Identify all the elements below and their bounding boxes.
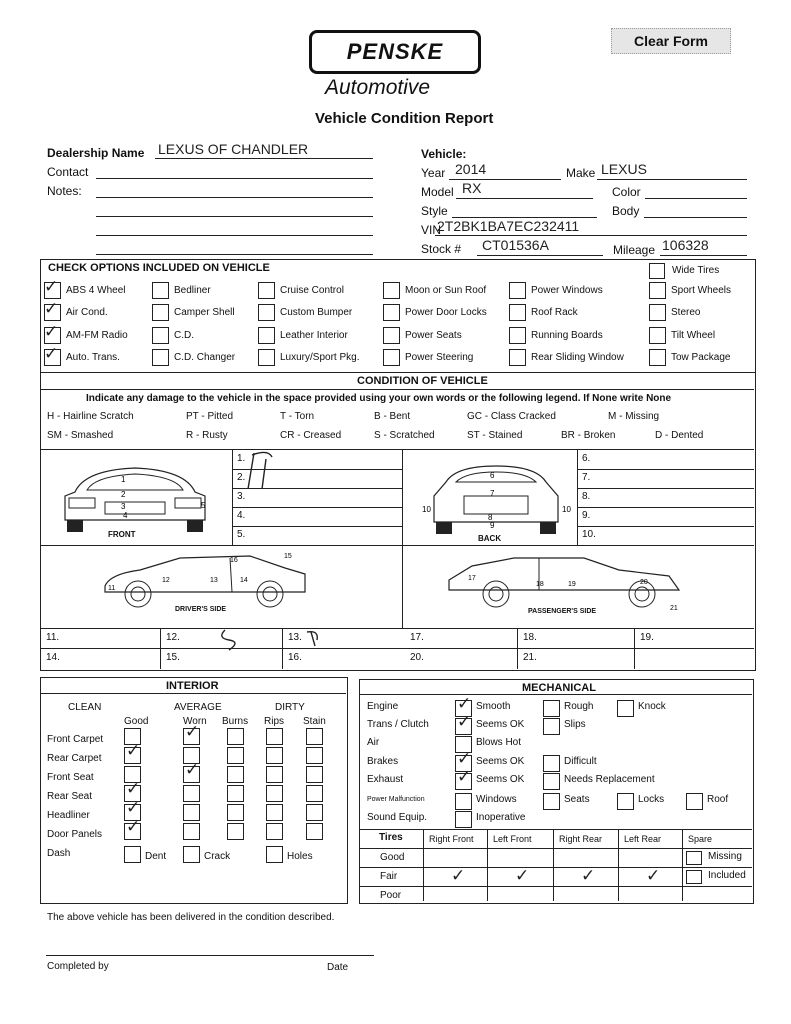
mech-row-sound-equip: Sound Equip.: [367, 812, 428, 823]
svg-text:10: 10: [562, 505, 571, 514]
option-am-fm-radio: AM-FM Radio: [66, 330, 128, 341]
interior-col-worn: Worn: [183, 716, 207, 727]
legend-item: H - Hairline Scratch: [47, 411, 134, 422]
spare-option-included: Included: [708, 870, 746, 881]
option-running-boards: Running Boards: [531, 330, 603, 341]
dash-checkbox-crack[interactable]: [183, 846, 200, 863]
option-luxury-sport-pkg: Luxury/Sport Pkg.: [280, 352, 360, 363]
mech-option-seems-ok: Seems OK: [476, 719, 525, 730]
interior-checkbox[interactable]: [227, 747, 244, 764]
dash-option-crack: Crack: [204, 851, 231, 862]
stock-label: Stock #: [421, 242, 462, 256]
checkbox-power-door-locks[interactable]: [383, 304, 400, 321]
page-title: Vehicle Condition Report: [315, 110, 494, 127]
mech-option-knock: Knock: [638, 701, 666, 712]
mech-row-engine: Engine: [367, 701, 399, 712]
damage-cell-label: 15.: [166, 652, 180, 663]
mech-option-slips: Slips: [564, 719, 586, 730]
color-label: Color: [612, 185, 641, 199]
vin-value[interactable]: 2T2BK1BA7EC232411: [437, 218, 580, 234]
option-sport-wheels: Sport Wheels: [671, 285, 732, 296]
mech-option-smooth: Smooth: [476, 701, 511, 712]
checkbox-moon-or-sun-roof[interactable]: [383, 282, 400, 299]
mech-checkbox-difficult[interactable]: [543, 755, 560, 772]
checkbox-tow-package[interactable]: [649, 349, 666, 366]
svg-text:15: 15: [284, 553, 292, 560]
svg-text:12: 12: [162, 577, 170, 584]
svg-text:13: 13: [210, 577, 218, 584]
mech-checkbox-slips[interactable]: [543, 718, 560, 735]
model-label: Model: [421, 185, 454, 199]
tire-col-right-front: Right Front: [429, 834, 474, 844]
legend-item: M - Missing: [608, 411, 660, 422]
interior-checkbox[interactable]: [266, 823, 283, 840]
checkbox-power-windows[interactable]: [509, 282, 526, 299]
checkbox-luxury-sport-pkg[interactable]: [258, 349, 275, 366]
legend-item: R - Rusty: [186, 430, 228, 441]
option-leather-interior: Leather Interior: [280, 330, 348, 341]
interior-checkbox[interactable]: [183, 785, 200, 802]
option-stereo: Stereo: [671, 307, 701, 318]
completed-by-line[interactable]: [46, 955, 374, 956]
damage-line[interactable]: [577, 488, 754, 489]
svg-text:14: 14: [240, 577, 248, 584]
legend-item: CR - Creased: [280, 430, 342, 441]
mech-option-rough: Rough: [564, 701, 594, 712]
check-mark-icon: ✓: [451, 866, 466, 885]
penske-logo: [309, 30, 481, 74]
body-label: Body: [612, 204, 640, 218]
svg-text:6: 6: [490, 471, 495, 480]
check-mark-icon: ✓: [457, 749, 472, 768]
car-back-diagram: [416, 462, 576, 540]
legend-item: BR - Broken: [561, 430, 616, 441]
check-mark-icon: ✓: [515, 866, 530, 885]
interior-checkbox[interactable]: [183, 823, 200, 840]
option-roof-rack: Roof Rack: [531, 307, 578, 318]
damage-line-label: 6.: [582, 453, 591, 464]
notes-label: Notes:: [47, 184, 82, 198]
damage-line-label: 8.: [582, 491, 591, 502]
check-mark-icon: ✓: [44, 344, 59, 363]
option-power-steering: Power Steering: [405, 352, 474, 363]
logo-subtext: Automotive: [325, 76, 431, 99]
logo-text: PENSKE: [346, 39, 444, 64]
clear-form-button[interactable]: [611, 28, 731, 54]
damage-line-label: 2.: [237, 472, 246, 483]
check-mark-icon: ✓: [185, 722, 200, 741]
check-mark-icon: ✓: [457, 767, 472, 786]
damage-cell-label: 20.: [410, 652, 424, 663]
mech-option-blows-hot: Blows Hot: [476, 737, 522, 748]
mech-checkbox-needs-replacement[interactable]: [543, 773, 560, 790]
notes-line-1[interactable]: [96, 197, 373, 198]
mech-option-windows: Windows: [476, 794, 517, 805]
damage-cell-label: 12.: [166, 632, 180, 643]
mileage-value[interactable]: 106328: [662, 237, 709, 253]
interior-checkbox[interactable]: [266, 747, 283, 764]
notes-line-4[interactable]: [96, 254, 373, 255]
mech-checkbox-knock[interactable]: [617, 700, 634, 717]
tire-col-left-rear: Left Rear: [624, 834, 662, 844]
interior-checkbox[interactable]: [266, 766, 283, 783]
damage-cell-label: 19.: [640, 632, 654, 643]
svg-text:16: 16: [230, 557, 238, 564]
tires-heading: Tires: [379, 832, 403, 843]
mech-option-seems-ok: Seems OK: [476, 756, 525, 767]
interior-checkbox[interactable]: [266, 785, 283, 802]
interior-checkbox[interactable]: [227, 823, 244, 840]
interior-col-good: Good: [124, 716, 149, 727]
interior-clean: CLEAN: [68, 702, 102, 713]
checkbox-c-d[interactable]: [152, 327, 169, 344]
checkbox-tilt-wheel[interactable]: [649, 327, 666, 344]
interior-checkbox[interactable]: [306, 804, 323, 821]
svg-text:8: 8: [488, 513, 493, 522]
spare-checkbox-missing[interactable]: [686, 851, 702, 865]
svg-text:21: 21: [670, 605, 678, 612]
interior-row-dash: Dash: [47, 848, 71, 859]
style-label: Style: [421, 204, 448, 218]
svg-text:20: 20: [640, 579, 648, 586]
tire-col-right-rear: Right Rear: [559, 834, 603, 844]
contact-field[interactable]: [96, 178, 373, 179]
mech-checkbox-inoperative[interactable]: [455, 811, 472, 828]
damage-line[interactable]: [232, 507, 402, 508]
option-air-cond: Air Cond.: [66, 307, 108, 318]
notes-line-2[interactable]: [96, 216, 373, 217]
interior-checkbox[interactable]: [306, 728, 323, 745]
interior-row-rear-seat: Rear Seat: [47, 791, 93, 802]
body-field[interactable]: [644, 217, 747, 218]
svg-text:18: 18: [536, 581, 544, 588]
interior-col-stain: Stain: [303, 716, 326, 727]
damage-line[interactable]: [232, 526, 402, 527]
svg-text:3: 3: [121, 502, 126, 511]
color-field[interactable]: [645, 198, 747, 199]
interior-checkbox[interactable]: [266, 728, 283, 745]
interior-average: AVERAGE: [174, 702, 222, 713]
mech-checkbox-windows[interactable]: [455, 793, 472, 810]
damage-line[interactable]: [577, 526, 754, 527]
mech-checkbox-rough[interactable]: [543, 700, 560, 717]
interior-checkbox[interactable]: [227, 804, 244, 821]
damage-cell-label: 13.: [288, 632, 302, 643]
dash-checkbox-holes[interactable]: [266, 846, 283, 863]
checkbox-power-seats[interactable]: [383, 327, 400, 344]
dealership-name-label: Dealership Name: [47, 146, 145, 160]
handwritten-marks: [238, 445, 288, 505]
mech-row-power-malfunction: Power Malfunction: [367, 796, 425, 803]
check-mark-icon: ✓: [185, 760, 200, 779]
tire-row-good: Good: [380, 852, 405, 863]
mech-checkbox-roof[interactable]: [686, 793, 703, 810]
option-power-windows: Power Windows: [531, 285, 603, 296]
option-power-seats: Power Seats: [405, 330, 462, 341]
check-mark-icon: ✓: [581, 866, 596, 885]
dash-option-holes: Holes: [287, 851, 313, 862]
date-label: Date: [327, 962, 349, 973]
stock-value[interactable]: CT01536A: [482, 237, 549, 253]
damage-cell-label: 11.: [46, 632, 60, 643]
option-tow-package: Tow Package: [671, 352, 731, 363]
interior-checkbox[interactable]: [227, 766, 244, 783]
mech-row-air: Air: [367, 737, 380, 748]
checkbox-roof-rack[interactable]: [509, 304, 526, 321]
car-passengers-side-diagram: [444, 554, 684, 614]
condition-heading: CONDITION OF VEHICLE: [357, 375, 488, 387]
legend-item: T - Torn: [280, 411, 315, 422]
interior-row-rear-carpet: Rear Carpet: [47, 753, 102, 764]
condition-instruction: Indicate any damage to the vehicle in the space provided using your own words or the following legend. If None write None: [86, 393, 672, 404]
svg-text:9: 9: [490, 521, 495, 530]
make-label: Make: [566, 166, 596, 180]
damage-cell-label: 14.: [46, 652, 60, 663]
mech-row-trans-clutch: Trans / Clutch: [367, 719, 429, 730]
check-mark-icon: ✓: [126, 741, 141, 760]
damage-cell-label: 21.: [523, 652, 537, 663]
check-mark-icon: ✓: [646, 866, 661, 885]
year-label: Year: [421, 166, 446, 180]
handwritten-marks-2: [215, 628, 335, 652]
clear-form-label: Clear Form: [634, 33, 708, 49]
svg-text:7: 7: [490, 489, 495, 498]
delivered-statement: The above vehicle has been delivered in the condition described.: [47, 912, 335, 923]
check-mark-icon: ✓: [44, 277, 59, 296]
checkbox-custom-bumper[interactable]: [258, 304, 275, 321]
damage-cell-label: 17.: [410, 632, 424, 643]
option-abs-4-wheel: ABS 4 Wheel: [66, 285, 126, 296]
option-power-door-locks: Power Door Locks: [405, 307, 487, 318]
front-label: FRONT: [108, 530, 136, 539]
checkbox-rear-sliding-window[interactable]: [509, 349, 526, 366]
damage-line[interactable]: [232, 469, 402, 470]
interior-checkbox[interactable]: [266, 804, 283, 821]
mech-row-exhaust: Exhaust: [367, 774, 404, 785]
checkbox-bedliner[interactable]: [152, 282, 169, 299]
legend-item: S - Scratched: [374, 430, 435, 441]
svg-text:2: 2: [121, 490, 126, 499]
checkbox-running-boards[interactable]: [509, 327, 526, 344]
svg-text:19: 19: [568, 581, 576, 588]
check-mark-icon: ✓: [126, 798, 141, 817]
interior-checkbox[interactable]: [227, 785, 244, 802]
drivers-side-label: DRIVER'S SIDE: [175, 606, 227, 613]
year-value[interactable]: 2014: [455, 161, 487, 177]
legend-item: SM - Smashed: [47, 430, 114, 441]
dash-checkbox-dent[interactable]: [124, 846, 141, 863]
mech-option-inoperative: Inoperative: [476, 812, 526, 823]
svg-text:11: 11: [108, 585, 116, 592]
checkbox-power-steering[interactable]: [383, 349, 400, 366]
tire-col-left-front: Left Front: [493, 834, 532, 844]
checkbox-camper-shell[interactable]: [152, 304, 169, 321]
option-bedliner: Bedliner: [174, 285, 211, 296]
damage-line[interactable]: [232, 488, 402, 489]
back-label: BACK: [478, 534, 502, 543]
check-mark-icon: ✓: [44, 299, 59, 318]
car-front-diagram: [55, 462, 215, 540]
interior-row-front-carpet: Front Carpet: [47, 734, 104, 745]
option-auto-trans: Auto. Trans.: [66, 352, 120, 363]
damage-line-label: 5.: [237, 529, 246, 540]
checkbox-sport-wheels[interactable]: [649, 282, 666, 299]
dash-option-dent: Dent: [145, 851, 167, 862]
mech-option-difficult: Difficult: [564, 756, 597, 767]
vin-label: VIN: [421, 223, 442, 237]
option-c-d-changer: C.D. Changer: [174, 352, 236, 363]
interior-dirty: DIRTY: [275, 702, 305, 713]
legend-item: D - Dented: [655, 430, 704, 441]
legend-item: B - Bent: [374, 411, 411, 422]
make-value[interactable]: LEXUS: [601, 161, 647, 177]
spare-option-missing: Missing: [708, 851, 742, 862]
mech-checkbox-locks[interactable]: [617, 793, 634, 810]
svg-text:17: 17: [468, 575, 476, 582]
interior-checkbox[interactable]: [306, 823, 323, 840]
checkbox-c-d-changer[interactable]: [152, 349, 169, 366]
completed-by-label: Completed by: [47, 961, 109, 972]
mech-row-brakes: Brakes: [367, 756, 399, 767]
interior-row-headliner: Headliner: [47, 810, 90, 821]
check-mark-icon: ✓: [126, 817, 141, 836]
mileage-label: Mileage: [613, 243, 656, 257]
checkbox-wide-tires[interactable]: [649, 263, 665, 279]
option-tilt-wheel: Tilt Wheel: [671, 330, 716, 341]
damage-cell-label: 16.: [288, 652, 302, 663]
interior-col-rips: Rips: [264, 716, 285, 727]
tire-row-poor: Poor: [380, 890, 402, 901]
option-cruise-control: Cruise Control: [280, 285, 344, 296]
car-drivers-side-diagram: [100, 552, 310, 612]
svg-text:1: 1: [121, 475, 126, 484]
checkbox-leather-interior[interactable]: [258, 327, 275, 344]
damage-line-label: 7.: [582, 472, 591, 483]
spare-checkbox-included[interactable]: [686, 870, 702, 884]
damage-line[interactable]: [577, 469, 754, 470]
passengers-side-label: PASSENGER'S SIDE: [528, 608, 597, 615]
damage-line-label: 3.: [237, 491, 246, 502]
mech-option-locks: Locks: [638, 794, 665, 805]
legend-item: GC - Class Cracked: [467, 411, 556, 422]
interior-checkbox[interactable]: [227, 728, 244, 745]
check-mark-icon: ✓: [44, 322, 59, 341]
checkbox-cruise-control[interactable]: [258, 282, 275, 299]
mech-option-roof: Roof: [707, 794, 729, 805]
model-value[interactable]: RX: [462, 180, 482, 196]
check-mark-icon: ✓: [126, 779, 141, 798]
checkbox-stereo[interactable]: [649, 304, 666, 321]
mechanical-heading: MECHANICAL: [522, 682, 596, 694]
option-custom-bumper: Custom Bumper: [280, 307, 353, 318]
mech-checkbox-seats[interactable]: [543, 793, 560, 810]
damage-cell-label: 18.: [523, 632, 537, 643]
option-c-d: C.D.: [174, 330, 194, 341]
interior-heading: INTERIOR: [166, 680, 219, 692]
option-rear-sliding-window: Rear Sliding Window: [531, 352, 624, 363]
interior-checkbox[interactable]: [306, 785, 323, 802]
interior-col-burns: Burns: [222, 716, 249, 727]
interior-checkbox[interactable]: [306, 747, 323, 764]
check-mark-icon: ✓: [457, 694, 472, 713]
options-heading: CHECK OPTIONS INCLUDED ON VEHICLE: [48, 262, 270, 274]
damage-line-label: 10.: [582, 529, 596, 540]
mech-option-seems-ok: Seems OK: [476, 774, 525, 785]
legend-item: ST - Stained: [467, 430, 523, 441]
svg-text:10: 10: [422, 505, 431, 514]
vehicle-heading: Vehicle:: [421, 147, 467, 161]
damage-line[interactable]: [577, 507, 754, 508]
mech-option-seats: Seats: [564, 794, 590, 805]
dealership-name-value[interactable]: LEXUS OF CHANDLER: [158, 141, 309, 157]
interior-checkbox[interactable]: [183, 804, 200, 821]
tire-row-fair: Fair: [380, 871, 398, 882]
legend-item: PT - Pitted: [186, 411, 234, 422]
option-camper-shell: Camper Shell: [174, 307, 235, 318]
damage-line-label: 1.: [237, 453, 246, 464]
damage-line-label: 4.: [237, 510, 246, 521]
damage-line-label: 9.: [582, 510, 591, 521]
interior-row-front-seat: Front Seat: [47, 772, 94, 783]
option-wide-tires: Wide Tires: [672, 265, 720, 276]
notes-line-3[interactable]: [96, 235, 373, 236]
check-mark-icon: ✓: [457, 712, 472, 731]
interior-checkbox[interactable]: [306, 766, 323, 783]
svg-text:5: 5: [201, 501, 206, 510]
svg-text:4: 4: [123, 511, 128, 520]
option-moon-or-sun-roof: Moon or Sun Roof: [405, 285, 487, 296]
tire-col-spare: Spare: [688, 834, 713, 844]
interior-row-door-panels: Door Panels: [47, 829, 103, 840]
mech-option-needs-replacement: Needs Replacement: [564, 774, 655, 785]
contact-label: Contact: [47, 165, 89, 179]
